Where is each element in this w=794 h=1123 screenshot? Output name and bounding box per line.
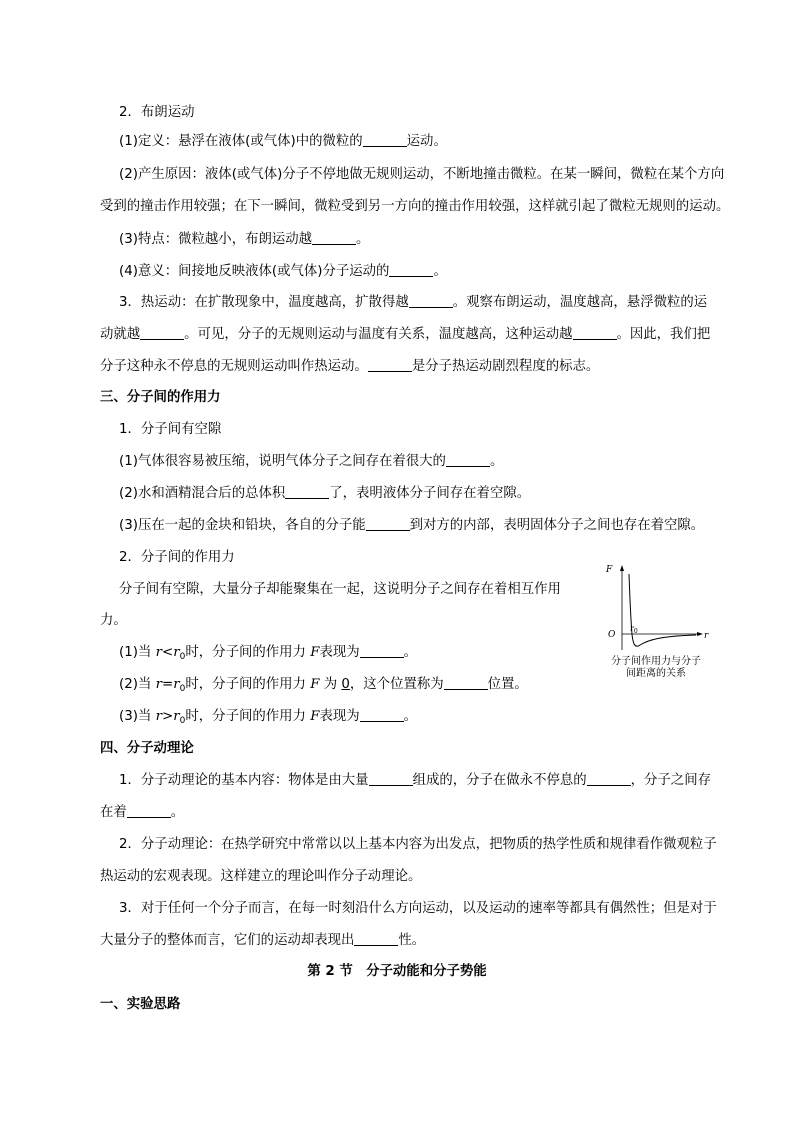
answer-blank[interactable] — [354, 931, 398, 946]
force-curve — [629, 574, 696, 646]
x-axis-label: r — [704, 631, 709, 641]
answer-blank[interactable] — [360, 643, 404, 658]
kinetic-theory-def-line1: 2．分子动理论：在热学研究中常常以以上基本内容为出发点，把物质的热学性质和规律看作微观粒子 — [119, 837, 717, 852]
kinetic-theory-content-line1: 1．分子动理论的基本内容：物体是由大量 组成的，分子在做永不停息的 ，分子之间存 — [119, 773, 711, 788]
force-case-1: (1)当 $r<r_0$时，分子间的作用力 F表现为 。 — [119, 645, 418, 662]
origin-label: O — [608, 630, 616, 640]
answer-blank[interactable] — [368, 357, 412, 372]
section-heading-intermolecular-force: 三、分子间的作用力 — [100, 390, 221, 405]
statistical-line1: 3．对于任何一个分子而言，在每一时刻沿什么方向运动，以及运动的速率等都具有偶然性；但是对于 — [119, 901, 717, 916]
next-heading: 一、实验思路 — [100, 997, 181, 1012]
brownian-cause-line1: (2)产生原因：液体(或气体)分子不停地做无规则运动，不断地撞击微粒。在某一瞬间，微粒在某个方向 — [119, 167, 725, 182]
thermal-motion-line3: 分子这种永不停息的无规则运动叫作热运动。 是分子热运动剧烈程度的标志。 — [100, 359, 600, 374]
force-intro-line1: 分子间有空隙，大量分子却能聚集在一起，这说明分子之间存在着相互作用 — [119, 582, 561, 597]
answer-blank[interactable] — [369, 771, 413, 786]
subheading-gaps: 1．分子间有空隙 — [119, 422, 222, 437]
answer-blank[interactable] — [140, 325, 184, 340]
answer-blank[interactable] — [389, 262, 433, 277]
answer-blank[interactable] — [127, 803, 171, 818]
force-case-2: (2)当 $r=r_0$时，分子间的作用力 F 为 0，这个位置称为 位置。 — [119, 677, 528, 694]
answer-blank[interactable] — [444, 675, 488, 690]
force-distance-graph — [596, 562, 716, 656]
statistical-line2: 大量分子的整体而言，它们的运动却表现出 性。 — [100, 933, 426, 948]
heading-brownian: 2．布朗运动 — [119, 105, 195, 120]
gaps-item-3: (3)压在一起的金块和铅块，各自的分子能 到对方的内部，表明固体分子之间也存在着空隙。 — [119, 518, 705, 533]
brownian-meaning: (4)意义：间接地反映液体(或气体)分子运动的 。 — [119, 264, 447, 279]
answer-blank[interactable] — [587, 771, 631, 786]
answer-blank[interactable] — [312, 230, 356, 245]
gaps-item-2: (2)水和酒精混合后的总体积 了，表明液体分子间存在着空隙。 — [119, 486, 531, 501]
subheading-force: 2．分子间的作用力 — [119, 550, 235, 565]
answer-blank[interactable] — [573, 325, 617, 340]
gaps-item-1: (1)气体很容易被压缩，说明气体分子之间存在着很大的 。 — [119, 454, 504, 469]
figure-caption — [594, 656, 718, 680]
answer-blank[interactable] — [363, 132, 407, 147]
answer-blank[interactable] — [360, 707, 404, 722]
brownian-feature: (3)特点：微粒越小，布朗运动越 。 — [119, 232, 370, 247]
kinetic-theory-content-line2: 在着 。 — [100, 805, 185, 820]
y-axis-label: F — [606, 565, 613, 575]
answer-blank[interactable] — [285, 484, 329, 499]
answer-blank[interactable] — [366, 516, 410, 531]
force-intro-line2: 力。 — [100, 613, 127, 628]
y-axis-arrow-icon — [620, 565, 624, 571]
answer-blank[interactable] — [409, 293, 453, 308]
caption-line: 分子间作用力与分子 — [611, 656, 701, 667]
section-title: 第 2 节 分子动能和分子势能 — [307, 964, 487, 979]
brownian-cause-line2: 受到的撞击作用较强；在下一瞬间，微粒受到另一方向的撞击作用较强，这样就引起了微粒无规则的运动。 — [100, 199, 730, 214]
kinetic-theory-def-line2: 热运动的宏观表现。这样建立的理论叫作分子动理论。 — [100, 869, 422, 884]
brownian-definition: (1)定义：悬浮在液体(或气体)中的微粒的 运动。 — [119, 134, 447, 149]
section-heading-kinetic-theory: 四、分子动理论 — [100, 741, 194, 756]
thermal-motion-line1: 3．热运动：在扩散现象中，温度越高，扩散得越 。观察布朗运动，温度越高，悬浮微粒的运 — [119, 295, 708, 310]
force-case-3: (3)当 $r>r_0$时，分子间的作用力 F表现为 。 — [119, 709, 418, 726]
x-axis-arrow-icon — [697, 632, 703, 636]
r0-label: $r_0$ — [630, 624, 638, 635]
answer-blank[interactable] — [446, 452, 490, 467]
caption-line: 间距离的关系 — [626, 668, 686, 679]
thermal-motion-line2: 动就越 。可见，分子的无规则运动与温度有关系，温度越高，这种运动越 。因此，我们把 — [100, 327, 711, 342]
